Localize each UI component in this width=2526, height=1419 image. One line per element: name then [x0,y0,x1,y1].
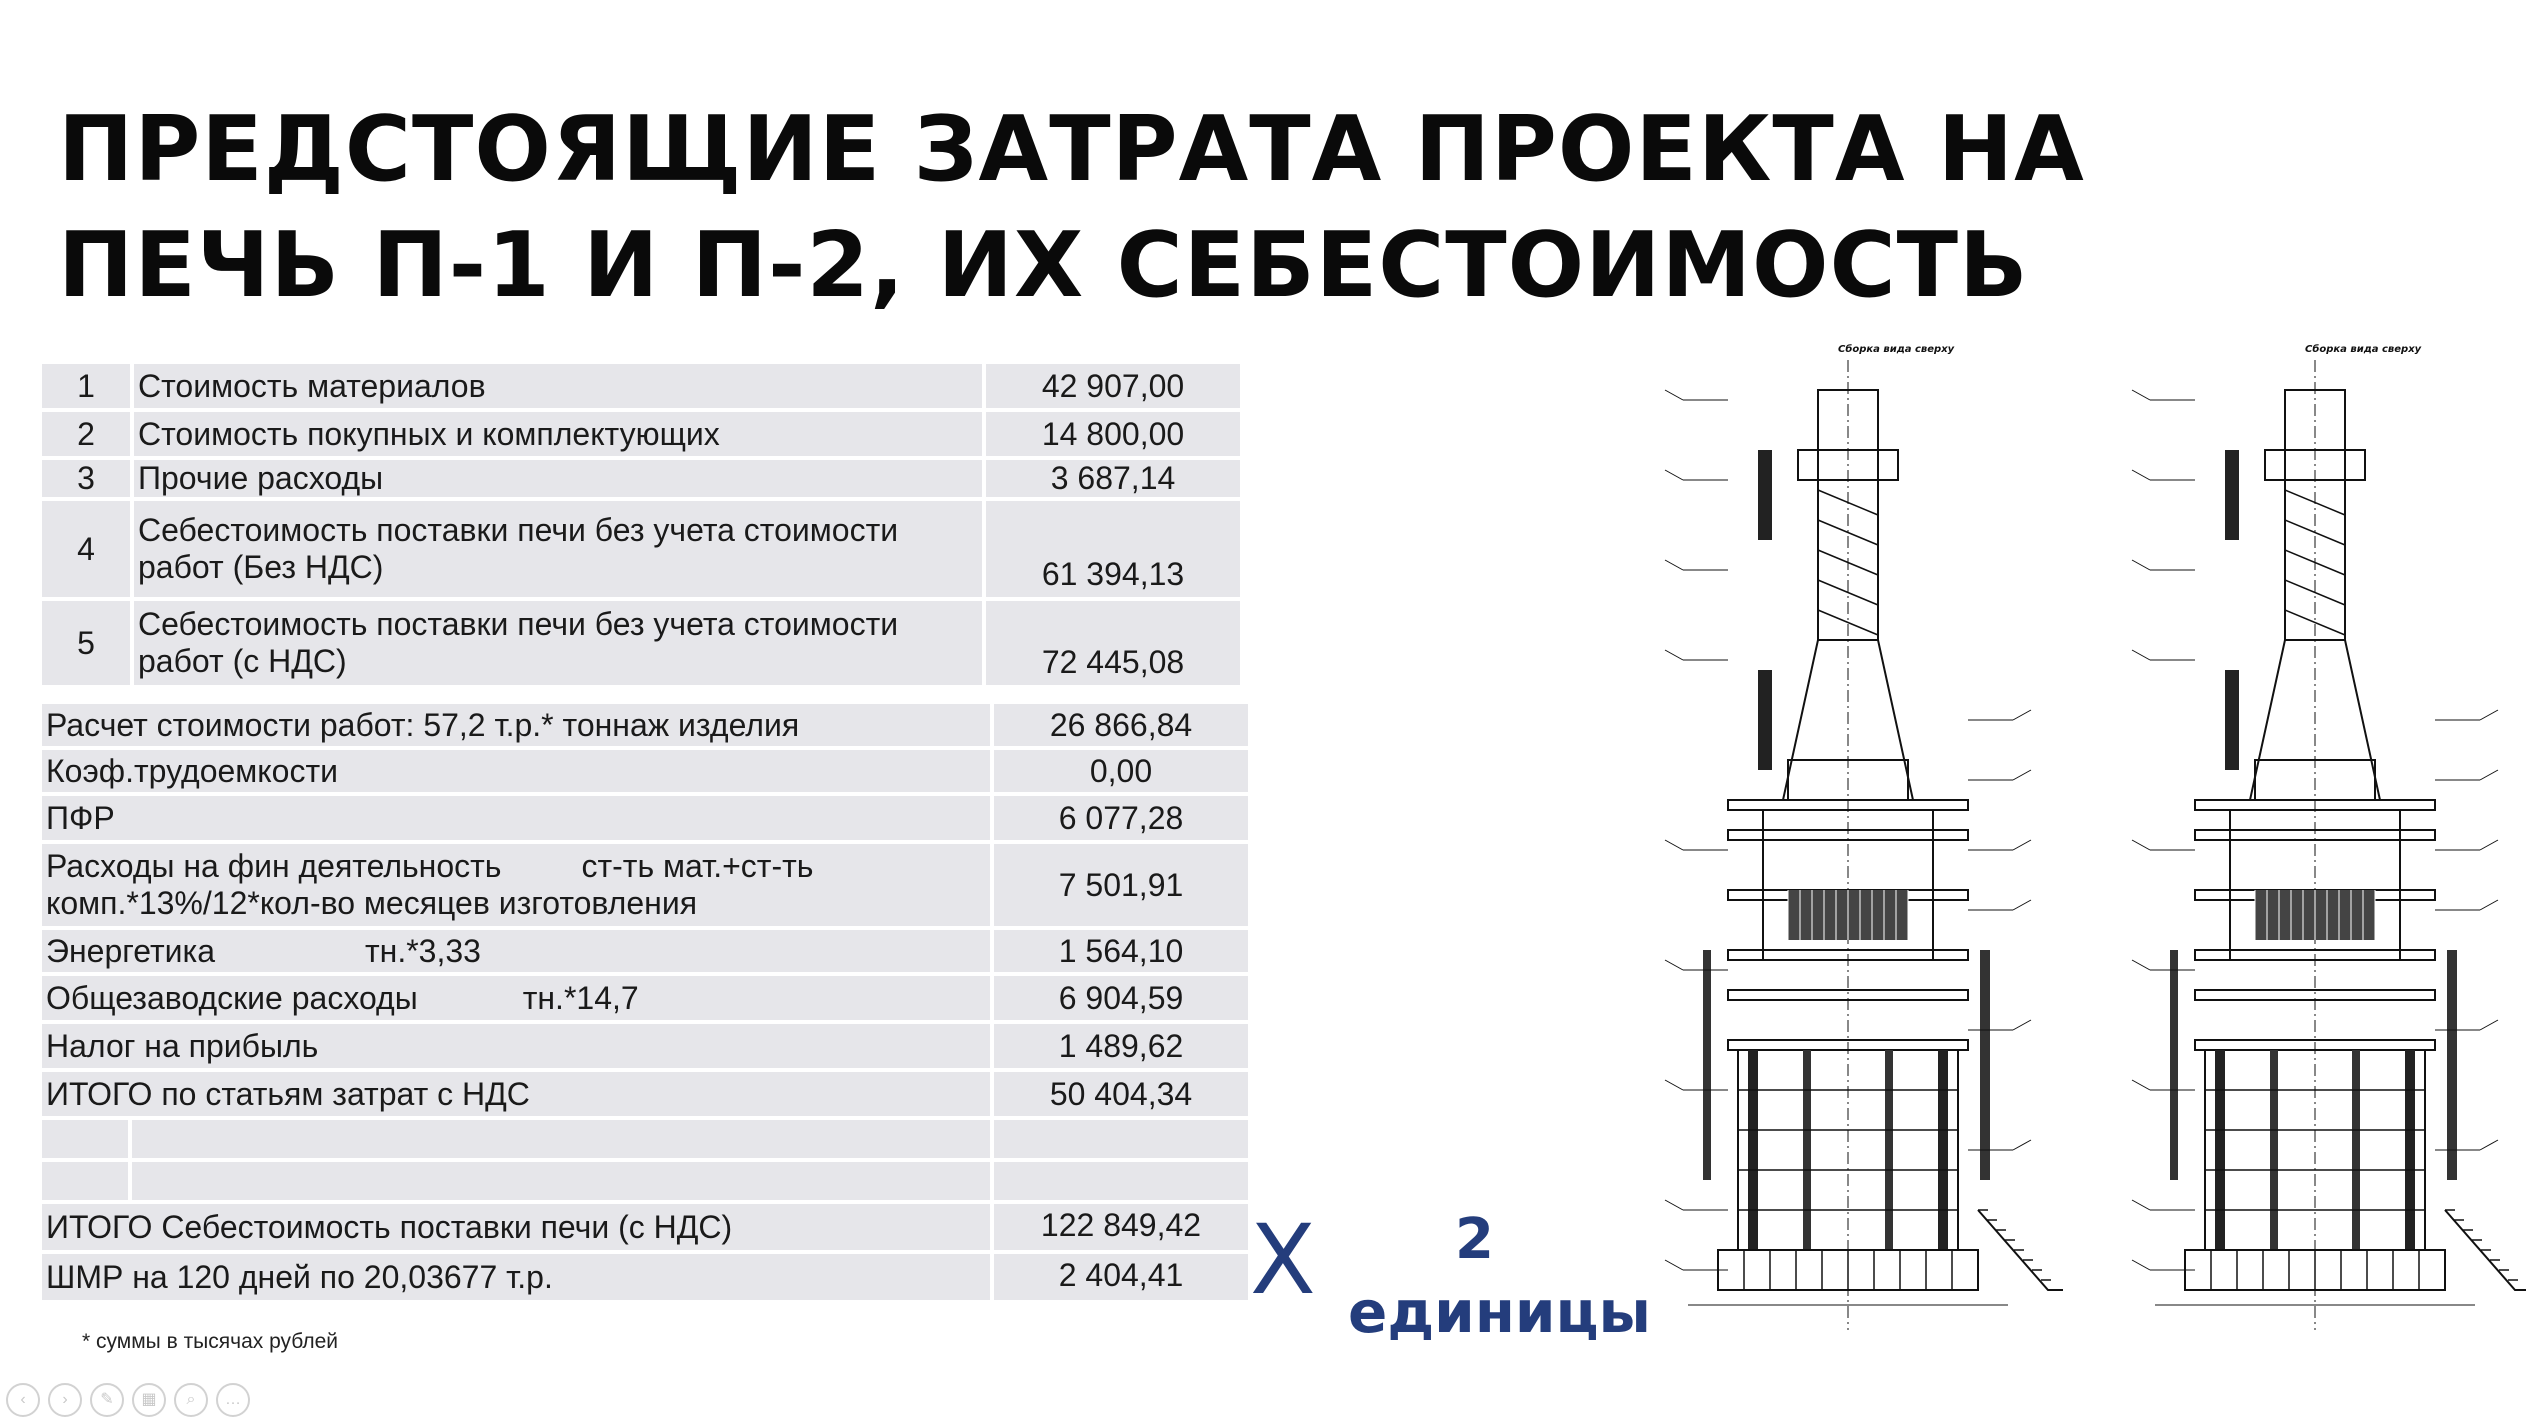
multiply-sign: Х [1250,1204,1316,1316]
row-label: Прочие расходы [134,460,982,497]
row-value: 7 501,91 [994,844,1248,926]
row-label: Коэф.трудоемкости [42,750,990,792]
row-label: Себестоимость поставки печи без учета стоимости работ (Без НДС) [134,501,982,597]
row-value: 72 445,08 [986,601,1240,685]
row-number: 3 [42,460,130,497]
slide-title-line-1: ПРЕДСТОЯЩИЕ ЗАТРАТА ПРОЕКТА НА [58,97,2085,202]
column-left [2215,1050,2225,1250]
row-value: 26 866,84 [994,704,1248,746]
row-label [42,976,990,1020]
row-value: 14 800,00 [986,412,1240,456]
callout-tick [1665,1200,1683,1210]
stack-ladder [2225,450,2239,540]
empty-cell [42,1120,128,1158]
callout-tick [2480,1020,2498,1030]
previous-slide-icon[interactable]: ‹ [6,1383,40,1417]
callout-tick [2480,710,2498,720]
callout-tick [2132,470,2150,480]
callout-tick [2132,1260,2150,1270]
callout-tick [2132,960,2150,970]
row-label: ПФР [42,796,990,840]
row-number: 4 [42,501,130,597]
side-ladder-left [2170,950,2178,1180]
table-row [42,501,1240,597]
row-label-part: Расходы на фин деятельность [46,848,502,884]
callout-tick [1665,1080,1683,1090]
unit-label: единицы [1348,1278,1651,1346]
callout-tick [1665,1260,1683,1270]
row-label-part: Общезаводские расходы [46,979,418,1016]
callout-tick [2480,770,2498,780]
empty-cell [994,1120,1248,1158]
row-label-part: ст-ть мат.+ст-ть [581,848,814,884]
callout-tick [2013,1140,2031,1150]
row-label: Стоимость материалов [134,364,982,408]
empty-cell [132,1162,990,1200]
callout-tick [2132,650,2150,660]
row-label: Себестоимость поставки печи без учета стоимости работ (с НДС) [134,601,982,685]
row-label-part: Энергетика [46,932,215,969]
stack-ladder [1758,450,1772,540]
table-row [42,1024,1248,1068]
more-options-icon[interactable]: … [216,1383,250,1417]
column-right [1938,1050,1948,1250]
column-left [1748,1050,1758,1250]
empty-cell [132,1120,990,1158]
callout-tick [2480,900,2498,910]
drawing-caption: Сборка вида сверху [2305,344,2422,355]
slideshow-controls [6,1383,250,1417]
unit-count: 2 [1455,1207,1494,1272]
row-label-part: тн.*14,7 [522,979,639,1016]
row-value: 1 489,62 [994,1024,1248,1068]
row-number: 5 [42,601,130,685]
row-label [42,930,990,972]
side-ladder [1980,950,1990,1180]
row-label: ШМР на 120 дней по 20,03677 т.р. [42,1254,990,1300]
callout-tick [1665,840,1683,850]
table-row [42,704,1248,746]
column-inner-right [1885,1050,1893,1250]
table-row [42,844,1248,926]
callout-tick [2132,560,2150,570]
table-row [42,412,1240,456]
row-label [42,844,990,926]
table-row [42,1072,1248,1116]
callout-tick [2480,840,2498,850]
row-value: 42 907,00 [986,364,1240,408]
row-label: ИТОГО по статьям затрат с НДС [42,1072,990,1116]
column-inner-left [2270,1050,2278,1250]
row-label-part: тн.*3,33 [365,932,481,969]
cost-table-works [38,700,1252,1304]
callout-tick [2013,770,2031,780]
row-value: 0,00 [994,750,1248,792]
table-row [42,601,1240,685]
row-value: 6 077,28 [994,796,1248,840]
row-label: Стоимость покупных и комплектующих [134,412,982,456]
table-row [42,460,1240,497]
callout-tick [2013,900,2031,910]
furnace-drawing-2 [2115,330,2526,1360]
slide-title-line-2: ПЕЧЬ П-1 И П-2, ИХ СЕБЕСТОИМОСТЬ [58,213,2029,318]
side-ladder [2447,950,2457,1180]
row-value: 2 404,41 [994,1254,1248,1300]
row-number: 1 [42,364,130,408]
furnace-drawing-1 [1648,330,2188,1360]
callout-tick [2132,840,2150,850]
callout-tick [2013,710,2031,720]
next-slide-icon[interactable]: › [48,1383,82,1417]
callout-tick [2480,1140,2498,1150]
callout-tick [2013,840,2031,850]
row-value: 1 564,10 [994,930,1248,972]
empty-cell [42,1162,128,1200]
footnote: * суммы в тысячах рублей [82,1330,339,1353]
callout-tick [2132,1080,2150,1090]
slide-title [58,92,2085,324]
row-label-part: комп.*13%/12*кол-во месяцев изготовления [46,885,698,921]
slides-grid-icon[interactable]: ▦ [132,1383,166,1417]
table-row-empty [42,1162,1248,1200]
table-row [42,1204,1248,1250]
table-row [42,750,1248,792]
callout-tick [1665,960,1683,970]
table-row [42,364,1240,408]
column-inner-left [1803,1050,1811,1250]
empty-cell [994,1162,1248,1200]
table-row-empty [42,1120,1248,1158]
pen-icon[interactable]: ✎ [90,1383,124,1417]
callout-tick [1665,390,1683,400]
table-row [42,1254,1248,1300]
row-value: 61 394,13 [986,501,1240,597]
cone-ladder [2225,670,2239,770]
row-label: ИТОГО Себестоимость поставки печи (с НДС) [42,1204,990,1250]
callout-tick [1665,560,1683,570]
zoom-icon[interactable]: ⌕ [174,1383,208,1417]
callout-tick [2013,1020,2031,1030]
row-value: 50 404,34 [994,1072,1248,1116]
drawing-caption: Сборка вида сверху [1838,344,1955,355]
side-ladder-left [1703,950,1711,1180]
callout-tick [1665,470,1683,480]
callout-tick [2132,1200,2150,1210]
column-right [2405,1050,2415,1250]
row-label: Налог на прибыль [42,1024,990,1068]
table-row [42,976,1248,1020]
cost-table-supply [38,360,1244,689]
table-row [42,796,1248,840]
row-value: 6 904,59 [994,976,1248,1020]
cone-ladder [1758,670,1772,770]
callout-tick [2132,390,2150,400]
row-label: Расчет стоимости работ: 57,2 т.р.* тоннаж изделия [42,704,990,746]
row-number: 2 [42,412,130,456]
callout-tick [1665,650,1683,660]
row-value: 122 849,42 [994,1204,1248,1250]
table-row [42,930,1248,972]
column-inner-right [2352,1050,2360,1250]
row-value: 3 687,14 [986,460,1240,497]
